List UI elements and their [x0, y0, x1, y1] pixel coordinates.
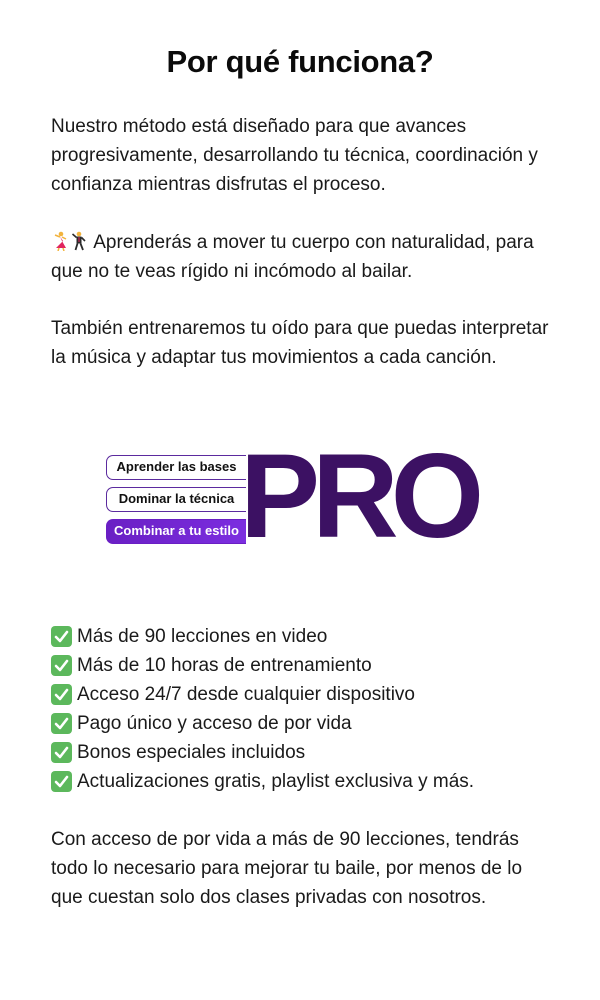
list-item: [51, 680, 571, 709]
list-item-label: Pago único y acceso de por vida: [77, 713, 352, 734]
check-mark-icon: [51, 713, 72, 734]
logo-step-pill: Dominar la técnica: [106, 487, 246, 512]
dancer-woman-icon: [51, 231, 69, 251]
check-mark-icon: [51, 771, 72, 792]
closing-paragraph: Con acceso de por vida a más de 90 lecciones, tendrás todo lo necesario para mejorar tu baile, por menos de lo que cuestan solo dos clases privadas con nosotros.: [51, 829, 523, 908]
page-title: Por qué funciona?: [166, 44, 434, 79]
logo-pro-word: PRO: [240, 429, 477, 563]
dancer-man-icon: [70, 231, 88, 251]
list-item-label: Más de 90 lecciones en video: [77, 626, 328, 647]
list-item-label: Actualizaciones gratis, playlist exclusiva y más.: [77, 771, 475, 792]
list-item-label: Bonos especiales incluidos: [77, 742, 306, 763]
list-item: [51, 651, 571, 680]
check-mark-icon: [51, 655, 72, 676]
list-item: [51, 709, 571, 738]
check-mark-icon: [51, 626, 72, 647]
list-item-label: Acceso 24/7 desde cualquier dispositivo: [77, 684, 415, 705]
list-item-label: Más de 10 horas de entrenamiento: [77, 655, 372, 676]
logo-step-pill: Aprender las bases: [106, 455, 246, 480]
body-move-paragraph: [51, 228, 551, 286]
list-item: [51, 622, 571, 651]
list-item: [51, 738, 571, 767]
feature-checklist: [51, 622, 571, 796]
pro-logo: [104, 429, 496, 563]
check-mark-icon: [51, 684, 72, 705]
logo-step-pill-active: Combinar a tu estilo: [106, 519, 246, 544]
body-move-text: Aprenderás a mover tu cuerpo con naturalidad, para que no te veas rígido ni incómodo al bailar.: [51, 232, 534, 282]
check-mark-icon: [51, 742, 72, 763]
body-ear-paragraph: También entrenaremos tu oído para que puedas interpretar la música y adaptar tus movimientos a cada canción.: [51, 318, 549, 368]
list-item: [51, 767, 571, 796]
intro-paragraph: Nuestro método está diseñado para que avances progresivamente, desarrollando tu técnica, coordinación y confianza mientras disfrutas el proceso.: [51, 116, 538, 195]
